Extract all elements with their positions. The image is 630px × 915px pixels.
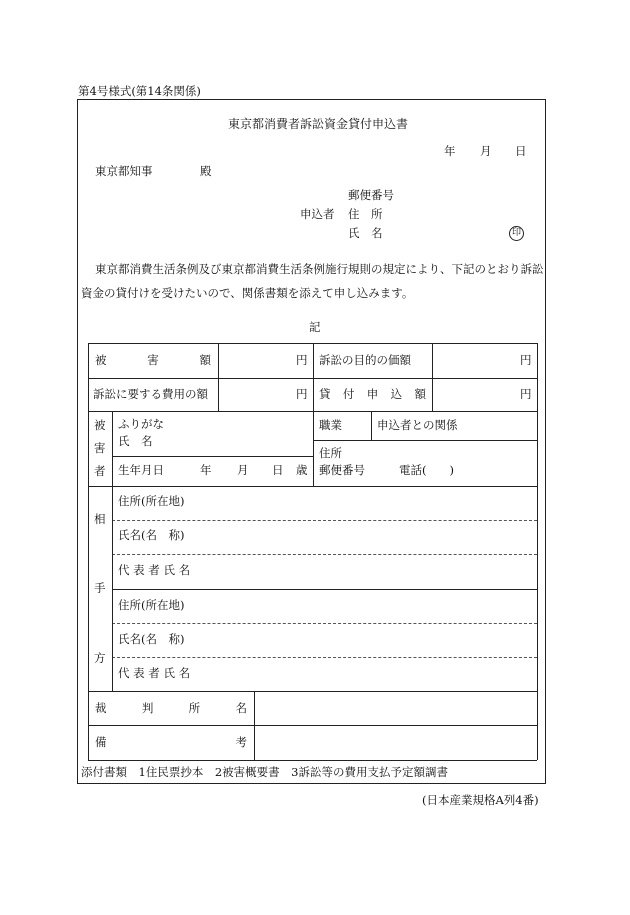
applicant-name-label: 氏 名 (348, 226, 383, 240)
court-name-label: 裁 判 所 名 (95, 701, 247, 715)
damage-amount-yen: 円 (296, 353, 308, 367)
opponent2-rep-label: 代 表 者 氏 名 (118, 666, 191, 680)
form-number: 第4号様式(第14条関係) (78, 84, 201, 98)
opponent2-address-label: 住所(所在地) (118, 598, 185, 612)
birth-year-label: 年 (200, 463, 212, 477)
addressee-name: 東京都知事 (95, 164, 153, 178)
relation-label: 申込者との関係 (377, 418, 458, 432)
furigana-label: ふりがな (118, 417, 164, 431)
opponent-char-3: 方 (94, 651, 106, 665)
opponent1-address-label: 住所(所在地) (118, 494, 185, 508)
birth-month-label: 月 (237, 463, 249, 477)
birth-date-label: 生年月日 (118, 463, 164, 477)
footer-standard: (日本産業規格A列4番) (422, 793, 539, 807)
victim-address-label: 住所 (319, 446, 342, 460)
date-day-label: 日 (515, 144, 527, 158)
ki-label: 記 (309, 320, 321, 334)
required-cost-yen: 円 (296, 387, 308, 401)
victim-char-2: 害 (94, 441, 106, 455)
date-month-label: 月 (480, 144, 492, 158)
attachments-text: 添付書類 1住民票抄本 2被害概要書 3訴訟等の費用支払予定額調書 (81, 765, 448, 779)
applicant-role-label: 申込者 (300, 207, 335, 221)
victim-char-3: 者 (94, 464, 106, 478)
date-year-label: 年 (444, 144, 456, 158)
loan-amount-label: 貸 付 申 込 額 (319, 387, 426, 401)
remarks-label: 備 考 (95, 735, 247, 749)
seal-mark: 印 (509, 226, 524, 241)
loan-amount-yen: 円 (520, 387, 532, 401)
victim-postal-label: 郵便番号 (319, 463, 365, 477)
birth-day-label: 日 (272, 463, 284, 477)
applicant-address-label: 住 所 (348, 207, 383, 221)
victim-phone-label: 電話( ) (399, 463, 454, 477)
occupation-label: 職業 (319, 418, 342, 432)
opponent2-name-label: 氏名(名 称) (118, 632, 185, 646)
damage-amount-label: 被 害 額 (95, 353, 211, 367)
victim-name-label: 氏 名 (118, 434, 153, 448)
required-cost-label: 訴訟に要する費用の額 (93, 387, 208, 401)
purpose-value-label: 訴訟の目的の価額 (319, 353, 411, 367)
victim-char-1: 被 (94, 418, 106, 432)
addressee-honorific: 殿 (200, 164, 212, 178)
applicant-postal-label: 郵便番号 (348, 188, 394, 202)
opponent-char-2: 手 (94, 581, 106, 595)
form-title: 東京都消費者訴訟資金貸付申込書 (228, 117, 409, 131)
body-text-line2: 資金の貸付けを受けたいので、関係書類を添えて申し込みます。 (81, 286, 414, 300)
body-text-line1: 東京都消費生活条例及び東京都消費生活条例施行規則の規定により、下記のとおり訴訟 (95, 262, 544, 276)
purpose-value-yen: 円 (520, 353, 532, 367)
opponent1-rep-label: 代 表 者 氏 名 (118, 563, 191, 577)
opponent1-name-label: 氏名(名 称) (118, 528, 185, 542)
age-label: 歳 (296, 463, 308, 477)
opponent-char-1: 相 (94, 512, 106, 526)
